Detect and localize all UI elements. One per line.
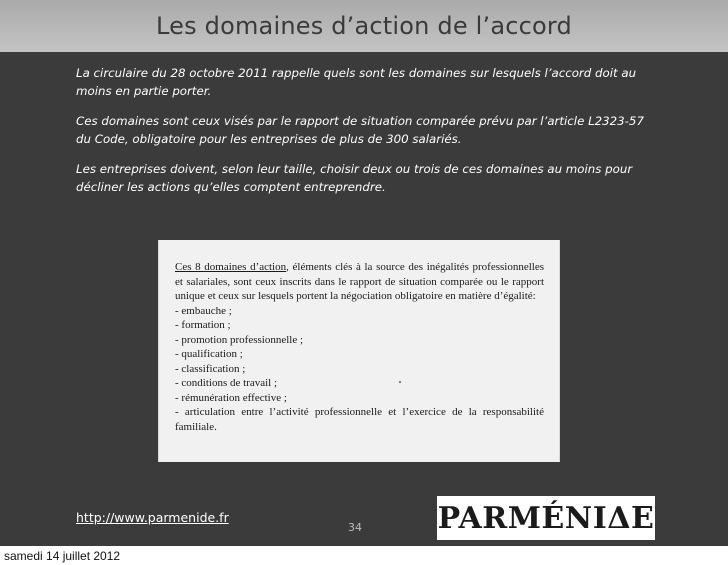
print-date: samedi 14 juillet 2012 <box>4 549 121 563</box>
excerpt-lead-rest: , éléments clés à la source des inégalités professionnelles et salariales, sont ceux inscrits dans le rapport de situation comparée ou le rapport unique et ceux sur lesquels portent la négociation obligatoire en matière d’égalité: <box>175 261 545 302</box>
excerpt-lead <box>175 260 544 304</box>
domain-item-articulation: - articulation entre l’activité professionnelle et l’exercice de la responsabilité familiale. <box>175 406 544 433</box>
website-link[interactable]: http://www.parmenide.fr <box>76 510 229 525</box>
slide-title: Les domaines d’action de l’accord <box>156 12 572 40</box>
scanned-excerpt <box>158 240 560 462</box>
logo-wordmark: PARMÉNIΔE <box>437 500 655 536</box>
domain-item-conditions: - conditions de travail ; <box>175 377 278 389</box>
excerpt-lead-underlined: Ces 8 domaines d’action <box>175 261 287 273</box>
domain-item-classification: - classification ; <box>175 362 246 375</box>
page-number: 34 <box>348 521 362 534</box>
scan-speck <box>399 381 401 383</box>
parmenide-logo <box>437 496 655 540</box>
domain-item-qualification: - qualification ; <box>175 348 243 360</box>
domain-item-embauche: - embauche ; <box>175 304 232 317</box>
paragraph-entreprises: Les entreprises doivent, selon leur taille, choisir deux ou trois de ces domaines au moins pour décliner les actions qu’elles comptent entreprendre. <box>76 162 633 194</box>
scanned-excerpt-text <box>175 260 544 434</box>
domain-list <box>175 304 544 435</box>
slide-body <box>76 64 661 208</box>
paragraph-circulaire: La circulaire du 28 octobre 2011 rappelle quels sont les domaines sur lesquels l’accord doit au moins en partie porter. <box>76 66 637 98</box>
title-bar <box>0 0 728 52</box>
domain-item-formation: - formation ; <box>175 319 231 331</box>
domain-item-remuneration: - rémunération effective ; <box>175 391 287 404</box>
paragraph-domaines: Ces domaines sont ceux visés par le rapport de situation comparée prévu par l’article L2323-57 du Code, obligatoire pour les entreprises de plus de 300 salariés. <box>76 114 644 146</box>
domain-item-promotion: - promotion professionnelle ; <box>175 333 304 346</box>
